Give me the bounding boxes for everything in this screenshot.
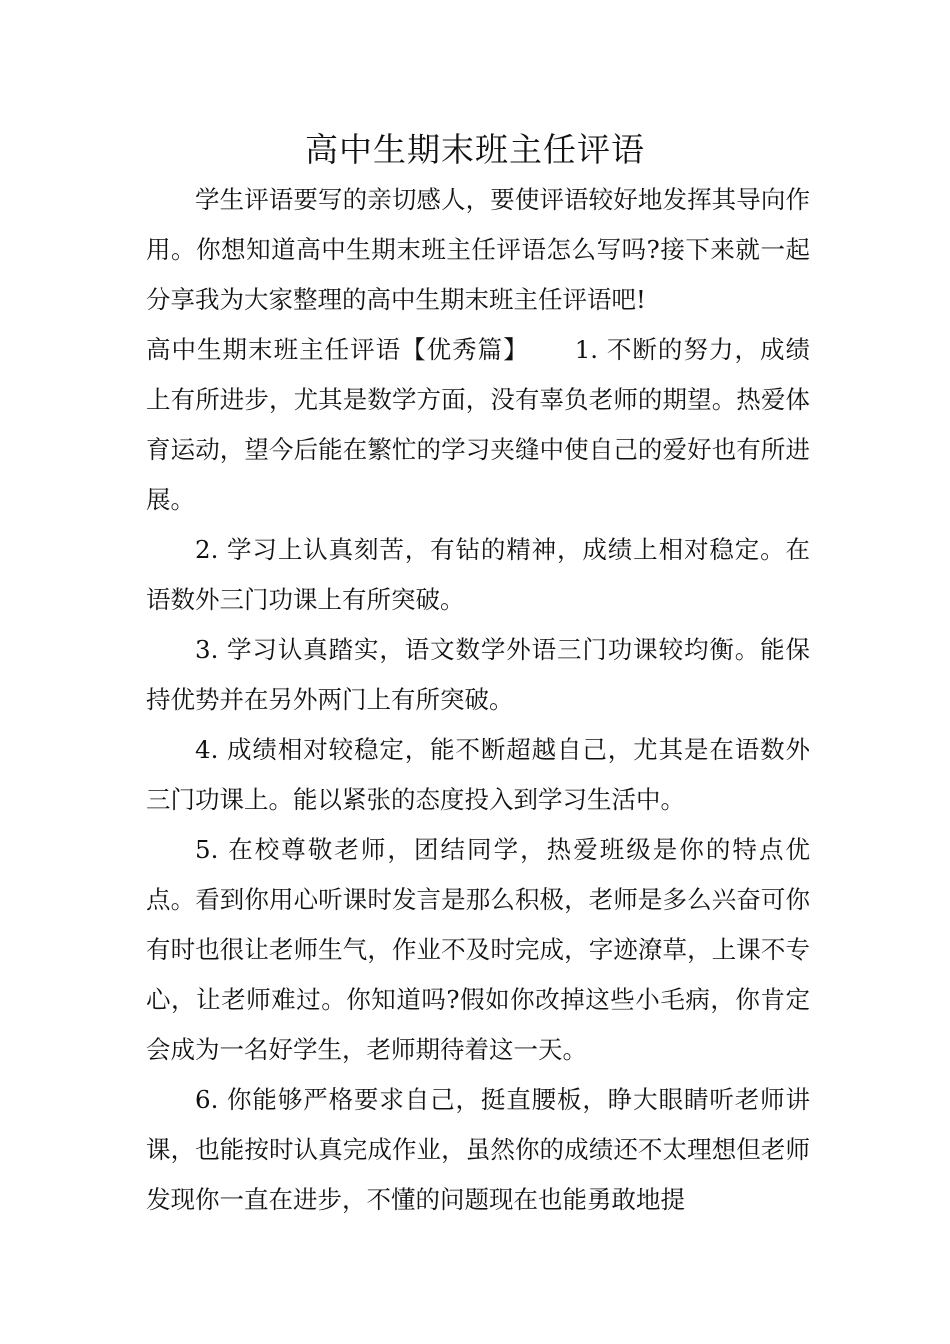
section-heading-paragraph [146,325,810,525]
list-item: 1. 不断的努力，成绩上有所进步，尤其是数学方面，没有辜负老师的期望。热爱体育运动，望今后能在繁忙的学习夹缝中使自己的爱好也有所进展。 [146,335,810,514]
document-body [146,175,810,1225]
list-item: 6. 你能够严格要求自己，挺直腰板，睁大眼睛听老师讲课，也能按时认真完成作业，虽然你的成绩还不太理想但老师发现你一直在进步，不懂的问题现在也能勇敢地提 [146,1085,810,1214]
list-item: 4. 成绩相对较稳定，能不断超越自己，尤其是在语数外三门功课上。能以紧张的态度投入到学习生活中。 [146,735,810,814]
list-item: 2. 学习上认真刻苦，有钻的精神，成绩上相对稳定。在语数外三门功课上有所突破。 [146,535,810,614]
list-item: 5. 在校尊敬老师，团结同学，热爱班级是你的特点优点。看到你用心听课时发言是那么积极，老师是多么兴奋可你有时也很让老师生气，作业不及时完成，字迹潦草，上课不专心，让老师难过。你知道吗?假如你改掉这些小毛病，你肯定会成为一名好学生，老师期待着这一天。 [146,835,810,1064]
section-heading: 高中生期末班主任评语【优秀篇】 [146,335,529,364]
document-title: 高中生期末班主任评语 [305,130,645,169]
intro-paragraph: 学生评语要写的亲切感人，要使评语较好地发挥其导向作用。你想知道高中生期末班主任评语怎么写吗?接下来就一起分享我为大家整理的高中生期末班主任评语吧! [146,185,810,314]
list-item: 3. 学习认真踏实，语文数学外语三门功课较均衡。能保持优势并在另外两门上有所突破。 [146,635,810,714]
